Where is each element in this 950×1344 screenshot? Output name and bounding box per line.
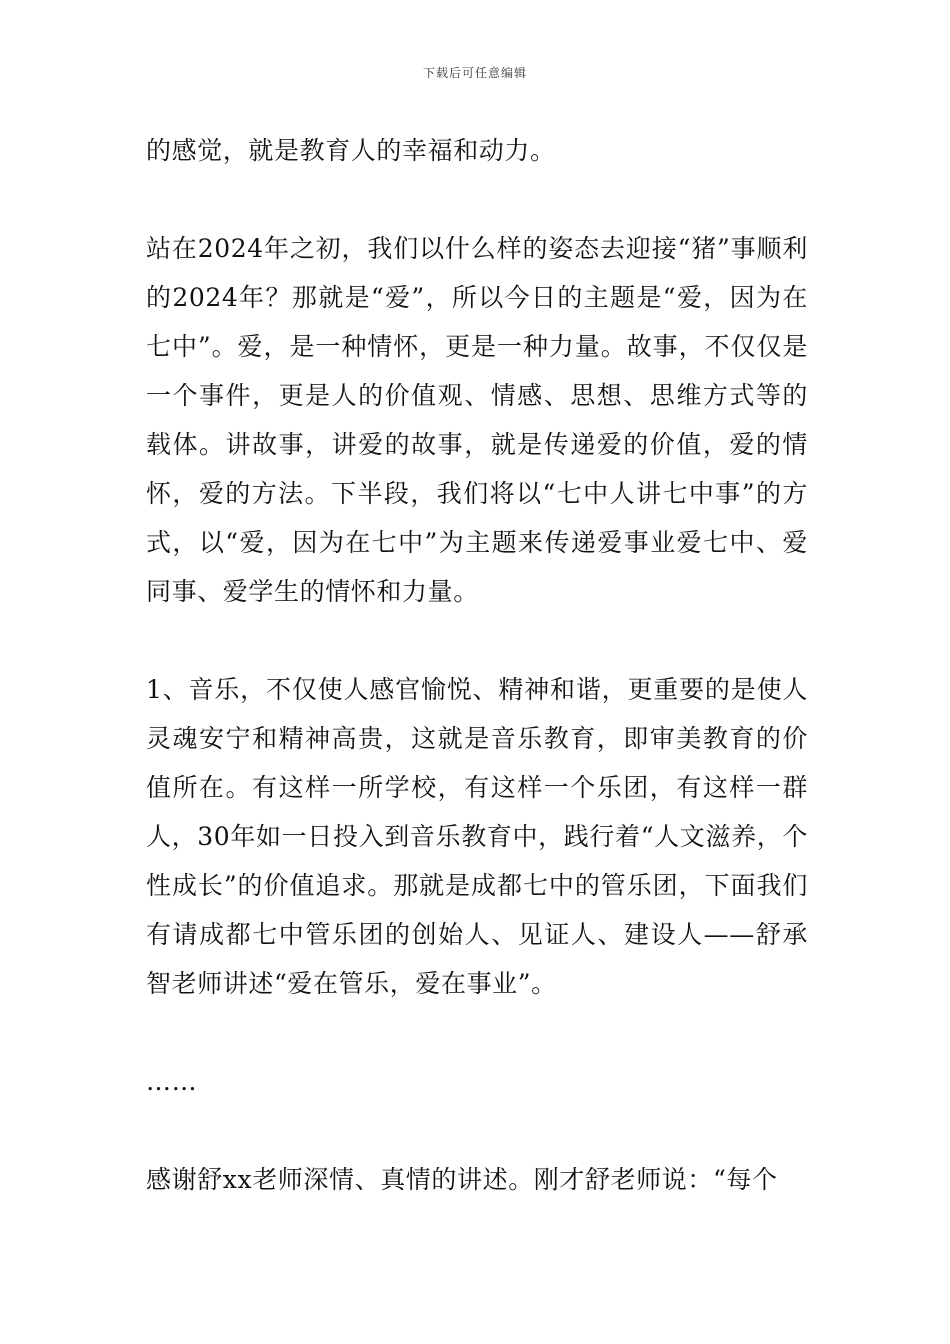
paragraph-1: 的感觉，就是教育人的幸福和动力。: [146, 136, 556, 165]
page-header: 下载后可任意编辑: [422, 66, 527, 80]
paragraph-5: 感谢舒xx老师深情、真情的讲述。刚才舒老师说：“每个: [146, 1165, 778, 1194]
document-body: [146, 126, 808, 1204]
paragraph-ellipsis: ……: [146, 1067, 198, 1096]
paragraph-2: 站在2024年之初，我们以什么样的姿态去迎接“猪”事顺利的2024年？那就是“爱”，所以今日的主题是“爱，因为在七中”。爱，是一种情怀，更是一种力量。故事，不仅仅是一个事件，更是人的价值观、情感、思想、思维方式等的载体。讲故事，讲爱的故事，就是传递爱的价值，爱的情怀，爱的方法。下半段，我们将以“七中人讲七中事”的方式，以“爱，因为在七中”为主题来传递爱事业爱七中、爱同事、爱学生的情怀和力量。: [146, 234, 808, 606]
paragraph-3: 1、音乐，不仅使人感官愉悦、精神和谐，更重要的是使人灵魂安宁和精神高贵，这就是音乐教育，即审美教育的价值所在。有这样一所学校，有这样一个乐团，有这样一群人，30年如一日投入到音乐教育中，践行着“人文滋养，个性成长”的价值追求。那就是成都七中的管乐团，下面我们有请成都七中管乐团的创始人、见证人、建设人——舒承智老师讲述“爱在管乐，爱在事业”。: [146, 675, 808, 998]
